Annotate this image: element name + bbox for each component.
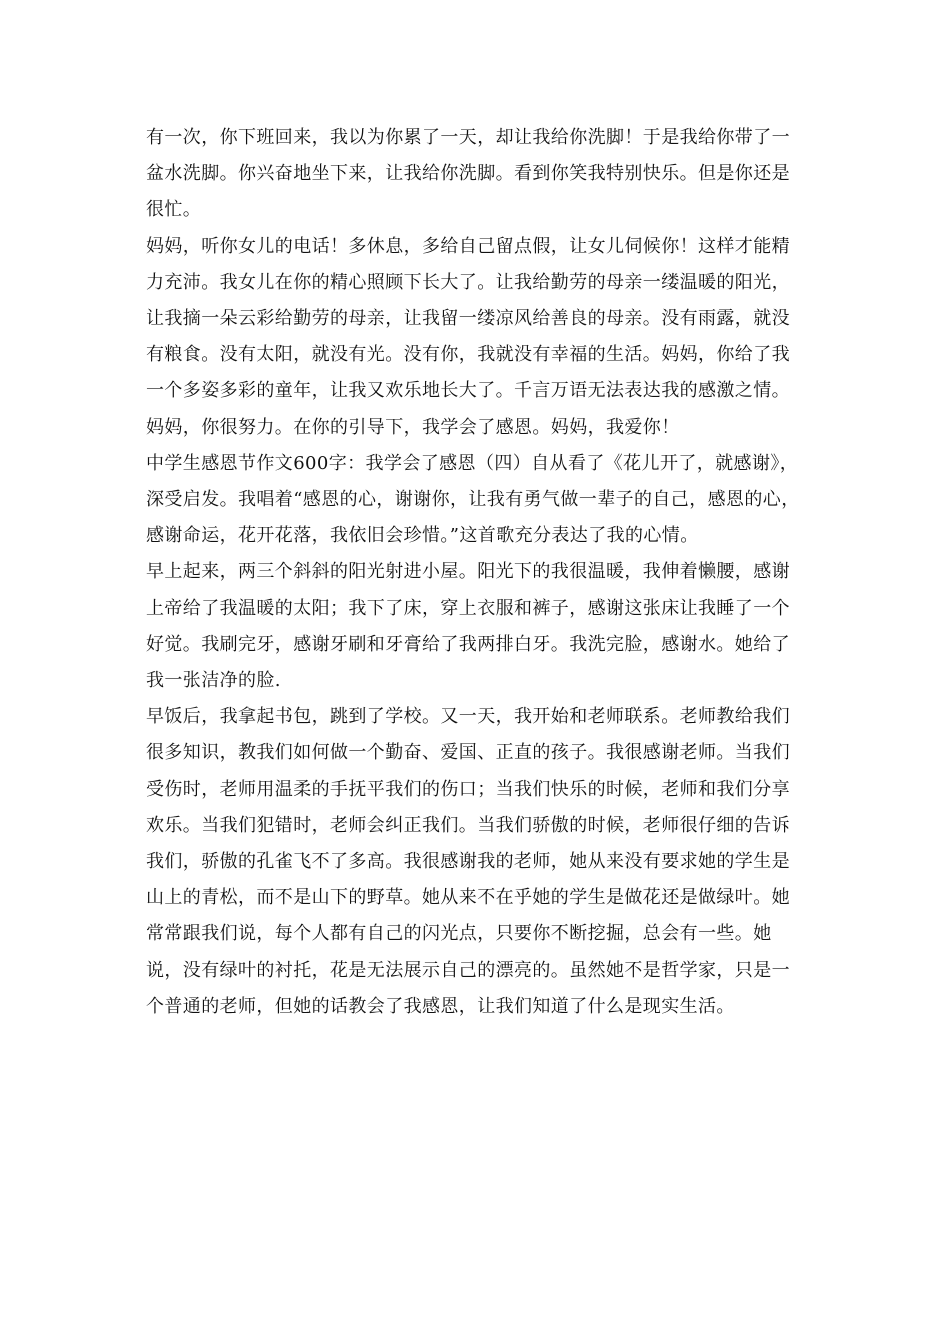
paragraph-5: 早上起来，两三个斜斜的阳光射进小屋。阳光下的我很温暖，我伸着懒腰，感谢上帝给了我温暖的太阳；我下了床，穿上衣服和裤子，感谢这张床让我睡了一个好觉。我刷完牙，感谢牙刷和牙膏给了我两排白牙。我洗完脸，感谢水。她给了我一张洁净的脸. <box>146 561 790 692</box>
document-body <box>146 120 806 1025</box>
paragraph-3: 妈妈，你很努力。在你的引导下，我学会了感恩。妈妈，我爱你！ <box>146 416 680 438</box>
paragraph-6: 早饭后，我拿起书包，跳到了学校。又一天，我开始和老师联系。老师教给我们很多知识，教我们如何做一个勤奋、爱国、正直的孩子。我很感谢老师。当我们受伤时，老师用温柔的手抚平我们的伤口；当我们快乐的时候，老师和我们分享欢乐。当我们犯错时，老师会纠正我们。当我们骄傲的时候，老师很仔细的告诉我们，骄傲的孔雀飞不了多高。我很感谢我的老师，她从来没有要求她的学生是山上的青松，而不是山下的野草。她从来不在乎她的学生是做花还是做绿叶。她常常跟我们说，每个人都有自己的闪光点，只要你不断挖掘，总会有一些。她说，没有绿叶的衬托，花是无法展示自己的漂亮的。虽然她不是哲学家，只是一个普通的老师，但她的话教会了我感恩，让我们知道了什么是现实生活。 <box>146 706 790 1017</box>
paragraph-1: 有一次，你下班回来，我以为你累了一天，却让我给你洗脚！于是我给你带了一盆水洗脚。你兴奋地坐下来，让我给你洗脚。看到你笑我特别快乐。但是你还是很忙。 <box>146 127 790 221</box>
paragraph-4: 中学生感恩节作文600字：我学会了感恩（四）自从看了《花儿开了，就感谢》，深受启发。我唱着“感恩的心，谢谢你，让我有勇气做一辈子的自己，感恩的心，感谢命运，花开花落，我依旧会珍惜。”这首歌充分表达了我的心情。 <box>146 452 800 547</box>
paragraph-2: 妈妈，听你女儿的电话！多休息，多给自己留点假，让女儿伺候你！这样才能精力充沛。我女儿在你的精心照顾下长大了。让我给勤劳的母亲一缕温暖的阳光，让我摘一朵云彩给勤劳的母亲，让我留一缕凉风给善良的母亲。没有雨露，就没有粮食。没有太阳，就没有光。没有你，我就没有幸福的生活。妈妈，你给了我一个多姿多彩的童年，让我又欢乐地长大了。千言万语无法表达我的感激之情。 <box>146 235 790 402</box>
